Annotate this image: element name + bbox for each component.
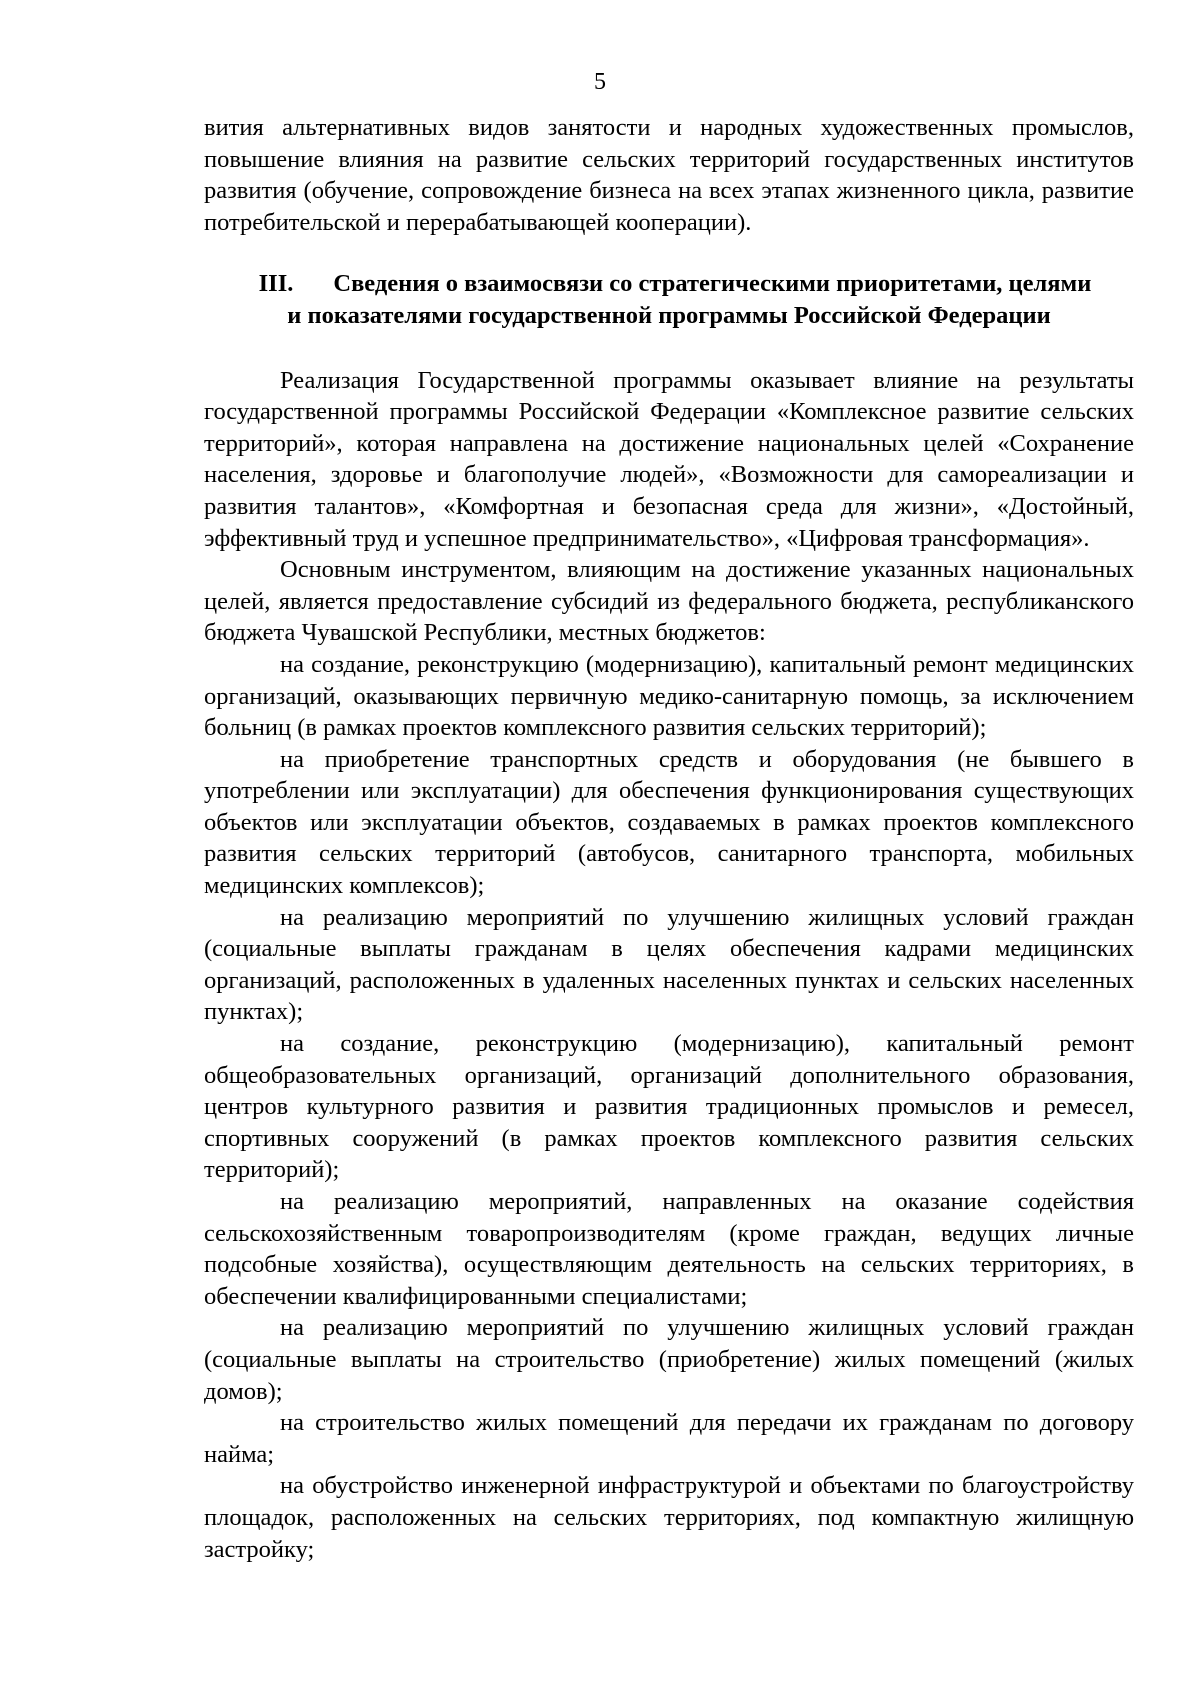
paragraph-main-instrument: Основным инструментом, влияющим на достижение указанных национальных целей, является предоставление субсидий из федерального бюджета, республиканского бюджета Чувашской Республики, местных бюджетов: <box>204 556 1134 647</box>
section-title-part2: и показателями государственной программы Российской Федерации <box>287 301 1051 329</box>
intro-paragraph: вития альтернативных видов занятости и народных художественных промыслов, повышение влияния на развитие сельских территорий государственных институтов развития (обучение, сопровождение бизнеса на всех этапах жизненного цикла, развитие потребительской и перерабатывающей кооперации). <box>204 114 1134 236</box>
paragraph-program-impact: Реализация Государственной программы оказывает влияние на результаты государственной программы Российской Федерации «Комплексное развитие сельских территорий», которая направлена на достижение национальных целей «Сохранение населения, здоровье и благополучие людей», «Возможности для самореализации и развития талантов», «Комфортная и безопасная среда для жизни», «Достойный, эффективный труд и успешное предпринимательство», «Цифровая трансформация». <box>204 366 1134 552</box>
list-item-education-culture-sports: на создание, реконструкцию (модернизацию), капитальный ремонт общеобразовательных организаций, организаций дополнительного образования, центров культурного развития и развития традиционных промыслов и ремесел, спортивных сооружений (в рамках проектов комплексного развития сельских территорий); <box>204 1030 1134 1184</box>
list-item-medical-organizations: на создание, реконструкцию (модернизацию), капитальный ремонт медицинских организаций, оказывающих первичную медико-санитарную помощь, за исключением больниц (в рамках проектов комплексного развития сельских территорий); <box>204 650 1134 742</box>
list-item-rental-housing: на строительство жилых помещений для передачи их гражданам по договору найма; <box>204 1409 1134 1468</box>
list-item-medical-staff-housing: на реализацию мероприятий по улучшению жилищных условий граждан (социальные выплаты гражданам в целях обеспечения кадрами медицинских организаций, расположенных в удаленных населенных пунктах и сельских населенных пунктах); <box>204 903 1134 1026</box>
list-item-housing-payments: на реализацию мероприятий по улучшению жилищных условий граждан (социальные выплаты на строительство (приобретение) жилых помещений (жилых домов); <box>204 1314 1134 1405</box>
list-item-transport-equipment: на приобретение транспортных средств и оборудования (не бывшего в употреблении или эксплуатации) для обеспечения функционирования существующих объектов или эксплуатации объектов, создаваемых в рамках проектов комплексного развития сельских территорий (автобусов, санитарного транспорта, мобильных медицинских комплексов); <box>204 745 1134 900</box>
document-body <box>204 112 1134 1565</box>
section-heading <box>204 268 1134 331</box>
list-item-agricultural-specialists: на реализацию мероприятий, направленных на оказание содействия сельскохозяйственным товаропроизводителям (кроме граждан, ведущих личные подсобные хозяйства), осуществляющим деятельность на сельских территориях, в обеспечении квалифицированными специалистами; <box>204 1188 1134 1310</box>
list-item-infrastructure: на обустройство инженерной инфраструктурой и объектами по благоустройству площадок, расположенных на сельских территориях, под компактную жилищную застройку; <box>204 1472 1134 1563</box>
section-heading-line1 <box>204 268 1134 300</box>
section-numeral: III. <box>258 270 294 298</box>
page-number: 5 <box>594 69 606 95</box>
section-title-part1: Сведения о взаимосвязи со стратегическими приоритетами, целями <box>333 270 1092 298</box>
